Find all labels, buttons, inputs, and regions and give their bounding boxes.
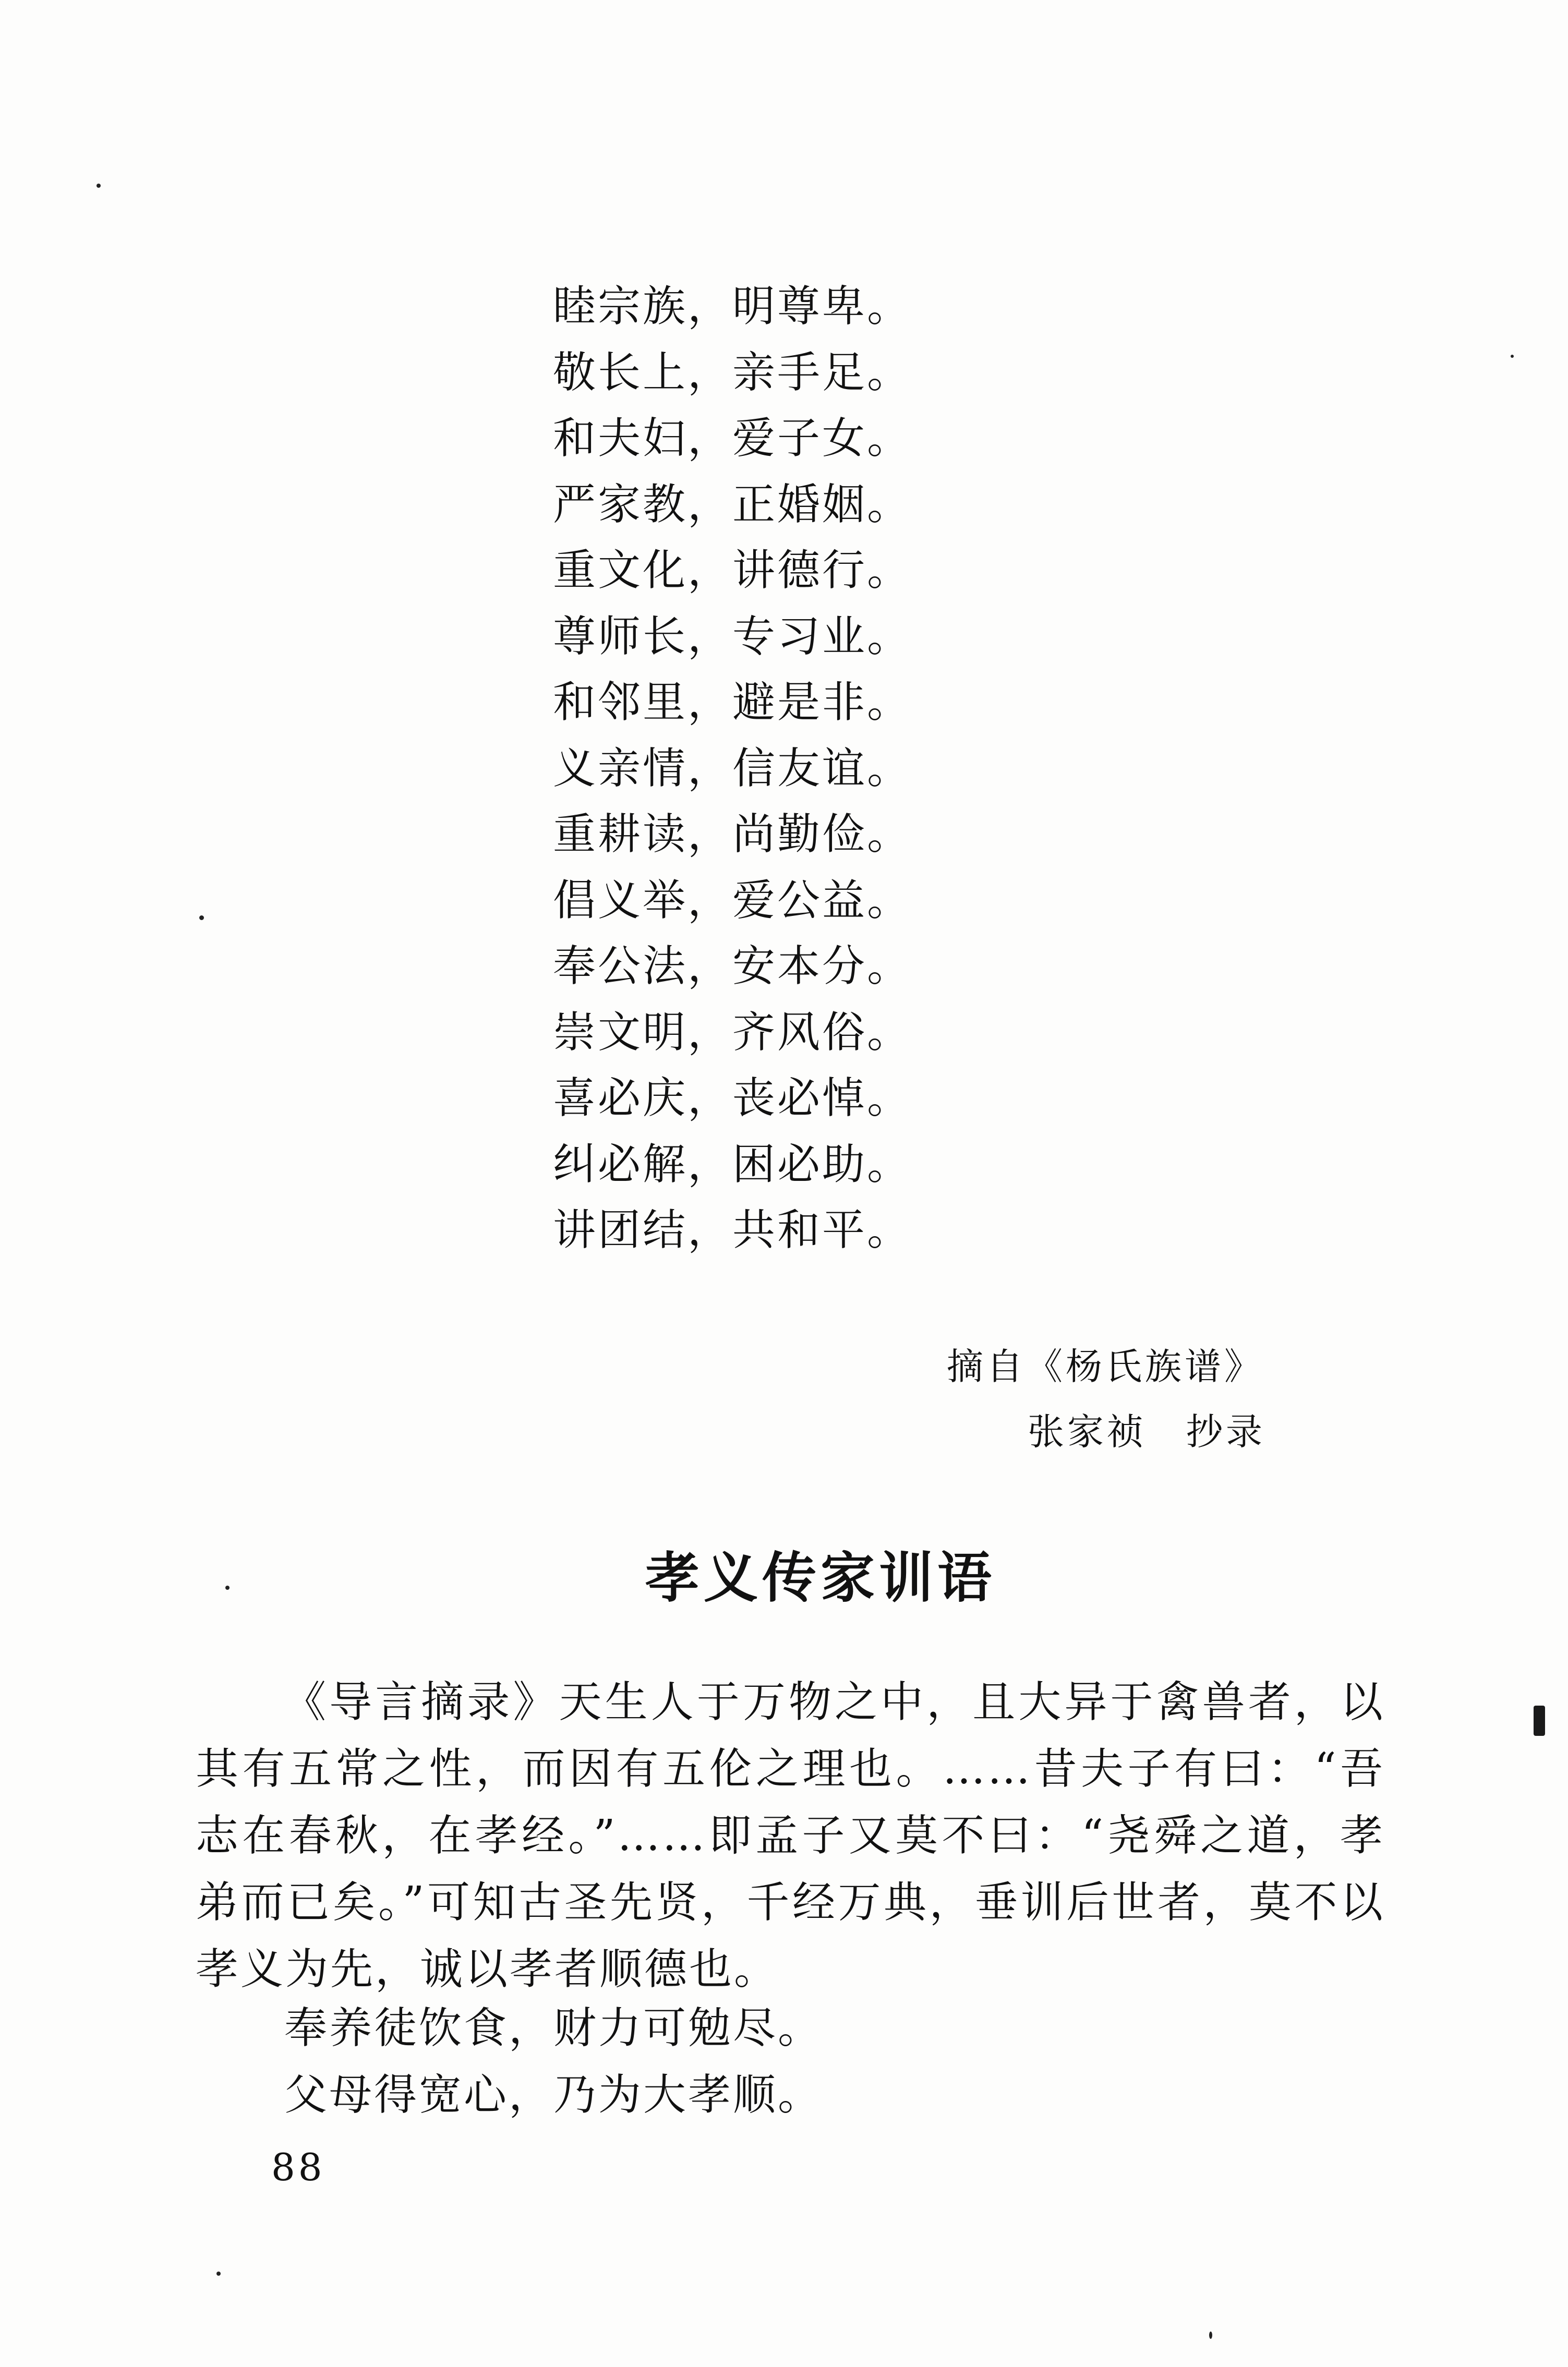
verse-line: 讲团结，共和平。 [553, 1205, 912, 1255]
verse-line: 严家教，正婚姻。 [553, 479, 912, 529]
section-title: 孝义传家训语 [645, 1546, 996, 1610]
family-precepts-verse [553, 274, 1022, 1264]
verse-line: 纠必解，困必助。 [553, 1139, 912, 1189]
verse-line: 敬长上，亲手足。 [553, 347, 912, 397]
scan-edge-mark [1534, 1706, 1545, 1736]
scan-speck [1209, 2332, 1212, 2339]
verse-line: 睦宗族，明尊卑。 [553, 282, 912, 331]
verse-line: 重文化，讲德行。 [553, 546, 912, 595]
scan-speck [1511, 355, 1514, 358]
verse-line: 倡义举，爱公益。 [553, 875, 912, 925]
scan-speck [199, 915, 204, 920]
scan-speck [216, 2272, 221, 2276]
poem-line: 奉养徒饮食，财力可勉尽。 [284, 2003, 823, 2053]
intro-paragraph [196, 1669, 1385, 2003]
scan-speck [97, 184, 101, 188]
attribution-source: 摘自《杨氏族谱》 [947, 1345, 1264, 1388]
poem-line: 父母得宽心，乃为大孝顺。 [284, 2070, 823, 2120]
verse-line: 喜必庆，丧必悼。 [553, 1073, 912, 1123]
verse-line: 奉公法，安本分。 [553, 941, 912, 991]
attribution-copier: 张家祯 抄录 [1028, 1410, 1265, 1453]
verse-line: 尊师长，专习业。 [553, 611, 912, 661]
page-number: 88 [271, 2145, 325, 2189]
verse-line: 义亲情，信友谊。 [553, 743, 912, 793]
verse-line: 和夫妇，爱子女。 [553, 414, 912, 463]
verse-line: 重耕读，尚勤俭。 [553, 810, 912, 859]
scan-speck [225, 1586, 230, 1590]
verse-line: 崇文明，齐风俗。 [553, 1007, 912, 1057]
verse-line: 和邻里，避是非。 [553, 678, 912, 727]
intro-text: 《导言摘录》天生人于万物之中，且大异于禽兽者，以其有五常之性，而因有五伦之理也。……昔夫子有曰：“吾志在春秋，在孝经。”……即孟子又莫不曰：“尧舜之道，孝弟而已矣。”可知古圣先贤，千经万典，垂训后世者，莫不以孝义为先，诚以孝者顺德也。 [196, 1677, 1385, 1994]
